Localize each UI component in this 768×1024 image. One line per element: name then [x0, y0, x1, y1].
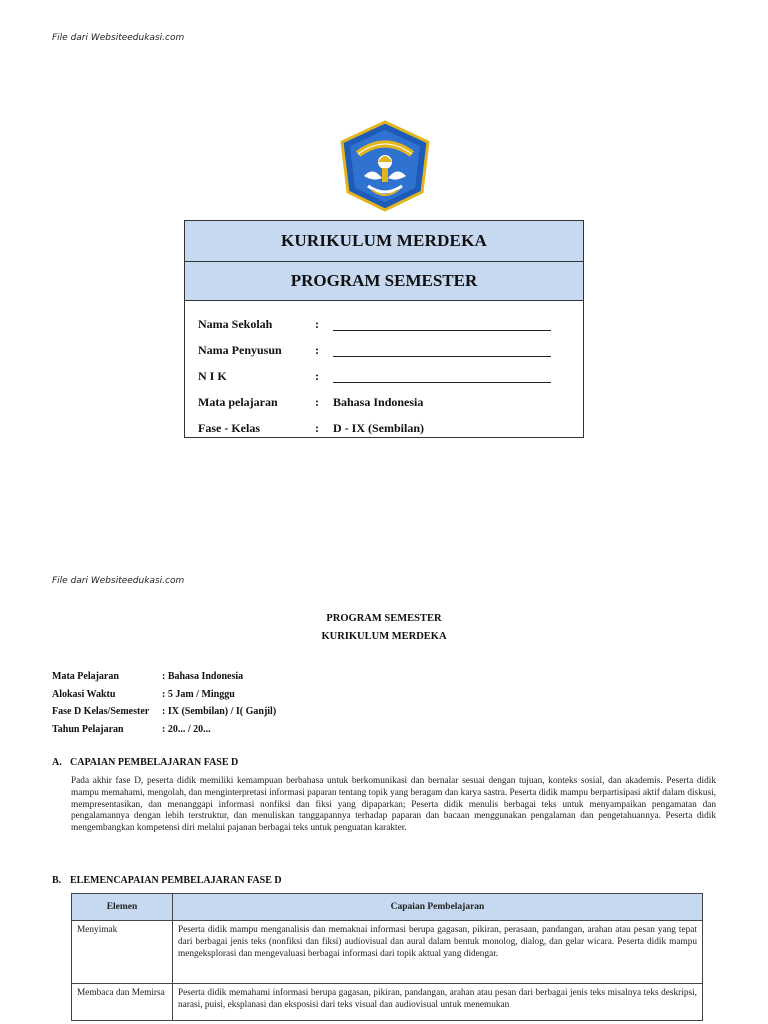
section-number: B.: [52, 875, 62, 886]
meta-row: [52, 686, 276, 704]
meta-value: : IX (Sembilan) / I( Ganjil): [162, 706, 277, 718]
field-mata-pelajaran: [198, 389, 583, 415]
field-label: Nama Penyusun: [198, 342, 282, 357]
doc-subtitle: KURIKULUM MERDEKA: [321, 631, 447, 642]
table-row: [72, 921, 703, 984]
field-colon: :: [315, 316, 319, 331]
meta-label: Alokasi Waktu: [52, 688, 116, 700]
blank-line: [333, 319, 551, 331]
cell-capaian: Peserta didik memahami informasi berupa gagasan, pikiran, pandangan, arahan atau pesan dari berbagai jenis teks misalnya teks deskripsi, narasi, puisi, eksplanasi dan eksposisi dari teks visual dan audiovisual untuk menemukan: [173, 984, 703, 1021]
meta-row: [52, 668, 276, 686]
meta-block: [52, 668, 276, 738]
field-value: D - IX (Sembilan): [333, 420, 425, 435]
field-colon: :: [315, 342, 319, 357]
meta-row: [52, 721, 276, 739]
blank-line: [333, 371, 551, 383]
meta-value: : 5 Jam / Minggu: [162, 688, 235, 700]
field-colon: :: [315, 394, 319, 409]
cover-title: KURIKULUM MERDEKA: [185, 221, 583, 262]
field-label: N I K: [198, 368, 227, 383]
meta-label: Tahun Pelajaran: [52, 723, 124, 735]
meta-value: : 20... / 20...: [162, 723, 211, 735]
tut-wuri-handayani-logo: [338, 120, 432, 212]
meta-value: : Bahasa Indonesia: [162, 671, 244, 683]
table-row: [72, 984, 703, 1021]
cover-box: [184, 220, 584, 438]
field-nik: [198, 363, 583, 389]
field-colon: :: [315, 420, 319, 435]
field-label: Nama Sekolah: [198, 316, 273, 331]
cover-subtitle: PROGRAM SEMESTER: [185, 262, 583, 301]
field-nama-penyusun: [198, 337, 583, 363]
section-a-heading: [52, 757, 238, 768]
meta-label: Fase D Kelas/Semester: [52, 706, 150, 718]
doc-title: PROGRAM SEMESTER: [326, 613, 442, 624]
cell-elemen: Menyimak: [72, 921, 173, 984]
section-title: CAPAIAN PEMBELAJARAN FASE D: [70, 757, 239, 768]
field-label: Mata pelajaran: [198, 394, 278, 409]
cell-elemen: Membaca dan Memirsa: [72, 984, 173, 1021]
header-note: File dari Websiteedukasi.com: [52, 33, 185, 43]
section-b-heading: [52, 875, 282, 886]
section-title: ELEMENCAPAIAN PEMBELAJARAN FASE D: [70, 875, 282, 886]
cell-capaian: Peserta didik mampu menganalisis dan memaknai informasi berupa gagasan, pikiran, perasaan, pandangan, arahan atau pesan yang tepat dari berbagai jenis teks (nonfiksi dan fiksi) audiovisual dan aural dalam bentuk monolog, dialog, dan gelar wicara. Peserta didik mampu mengeksplorasi dan mengevaluasi berbagai informasi dari topik aktual yang didengar.: [173, 921, 703, 984]
header-capaian: Capaian Pembelajaran: [173, 894, 703, 921]
header-elemen: Elemen: [72, 894, 173, 921]
header-note-page2: File dari Websiteedukasi.com: [52, 576, 185, 586]
meta-row: [52, 703, 276, 721]
field-fase-kelas: [198, 415, 583, 441]
field-value: Bahasa Indonesia: [333, 394, 424, 409]
field-colon: :: [315, 368, 319, 383]
blank-line: [333, 345, 551, 357]
capaian-table: [71, 893, 703, 1021]
cover-fields: [185, 301, 583, 441]
table-header-row: [72, 894, 703, 921]
field-label: Fase - Kelas: [198, 420, 260, 435]
section-a-paragraph: Pada akhir fase D, peserta didik memiliki kemampuan berbahasa untuk berkomunikasi dan bernalar sesuai dengan tujuan, konteks sosial, dan akademis. Peserta didik mampu memahami, mengolah, dan menginterpretasi informasi paparan tentang topik yang beragam dan karya sastra. Peserta didik mampu berpartisipasi aktif dalam diskusi, mempresentasikan, dan menanggapi informasi nonfiksi dan fiksi yang dipaparkan; Peserta didik menulis berbagai teks untuk menyampaikan pengamatan dan pengalamannya dengan lebih terstruktur, dan menuliskan tanggapannya terhadap paparan dan bacaan menggunakan pengalaman dan pengetahuannya. Peserta didik mengembangkan kompetensi diri melalui pajanan berbagai teks untuk penguatan karakter.: [71, 776, 716, 834]
field-nama-sekolah: [198, 311, 583, 337]
section-number: A.: [52, 757, 62, 768]
meta-label: Mata Pelajaran: [52, 671, 119, 683]
